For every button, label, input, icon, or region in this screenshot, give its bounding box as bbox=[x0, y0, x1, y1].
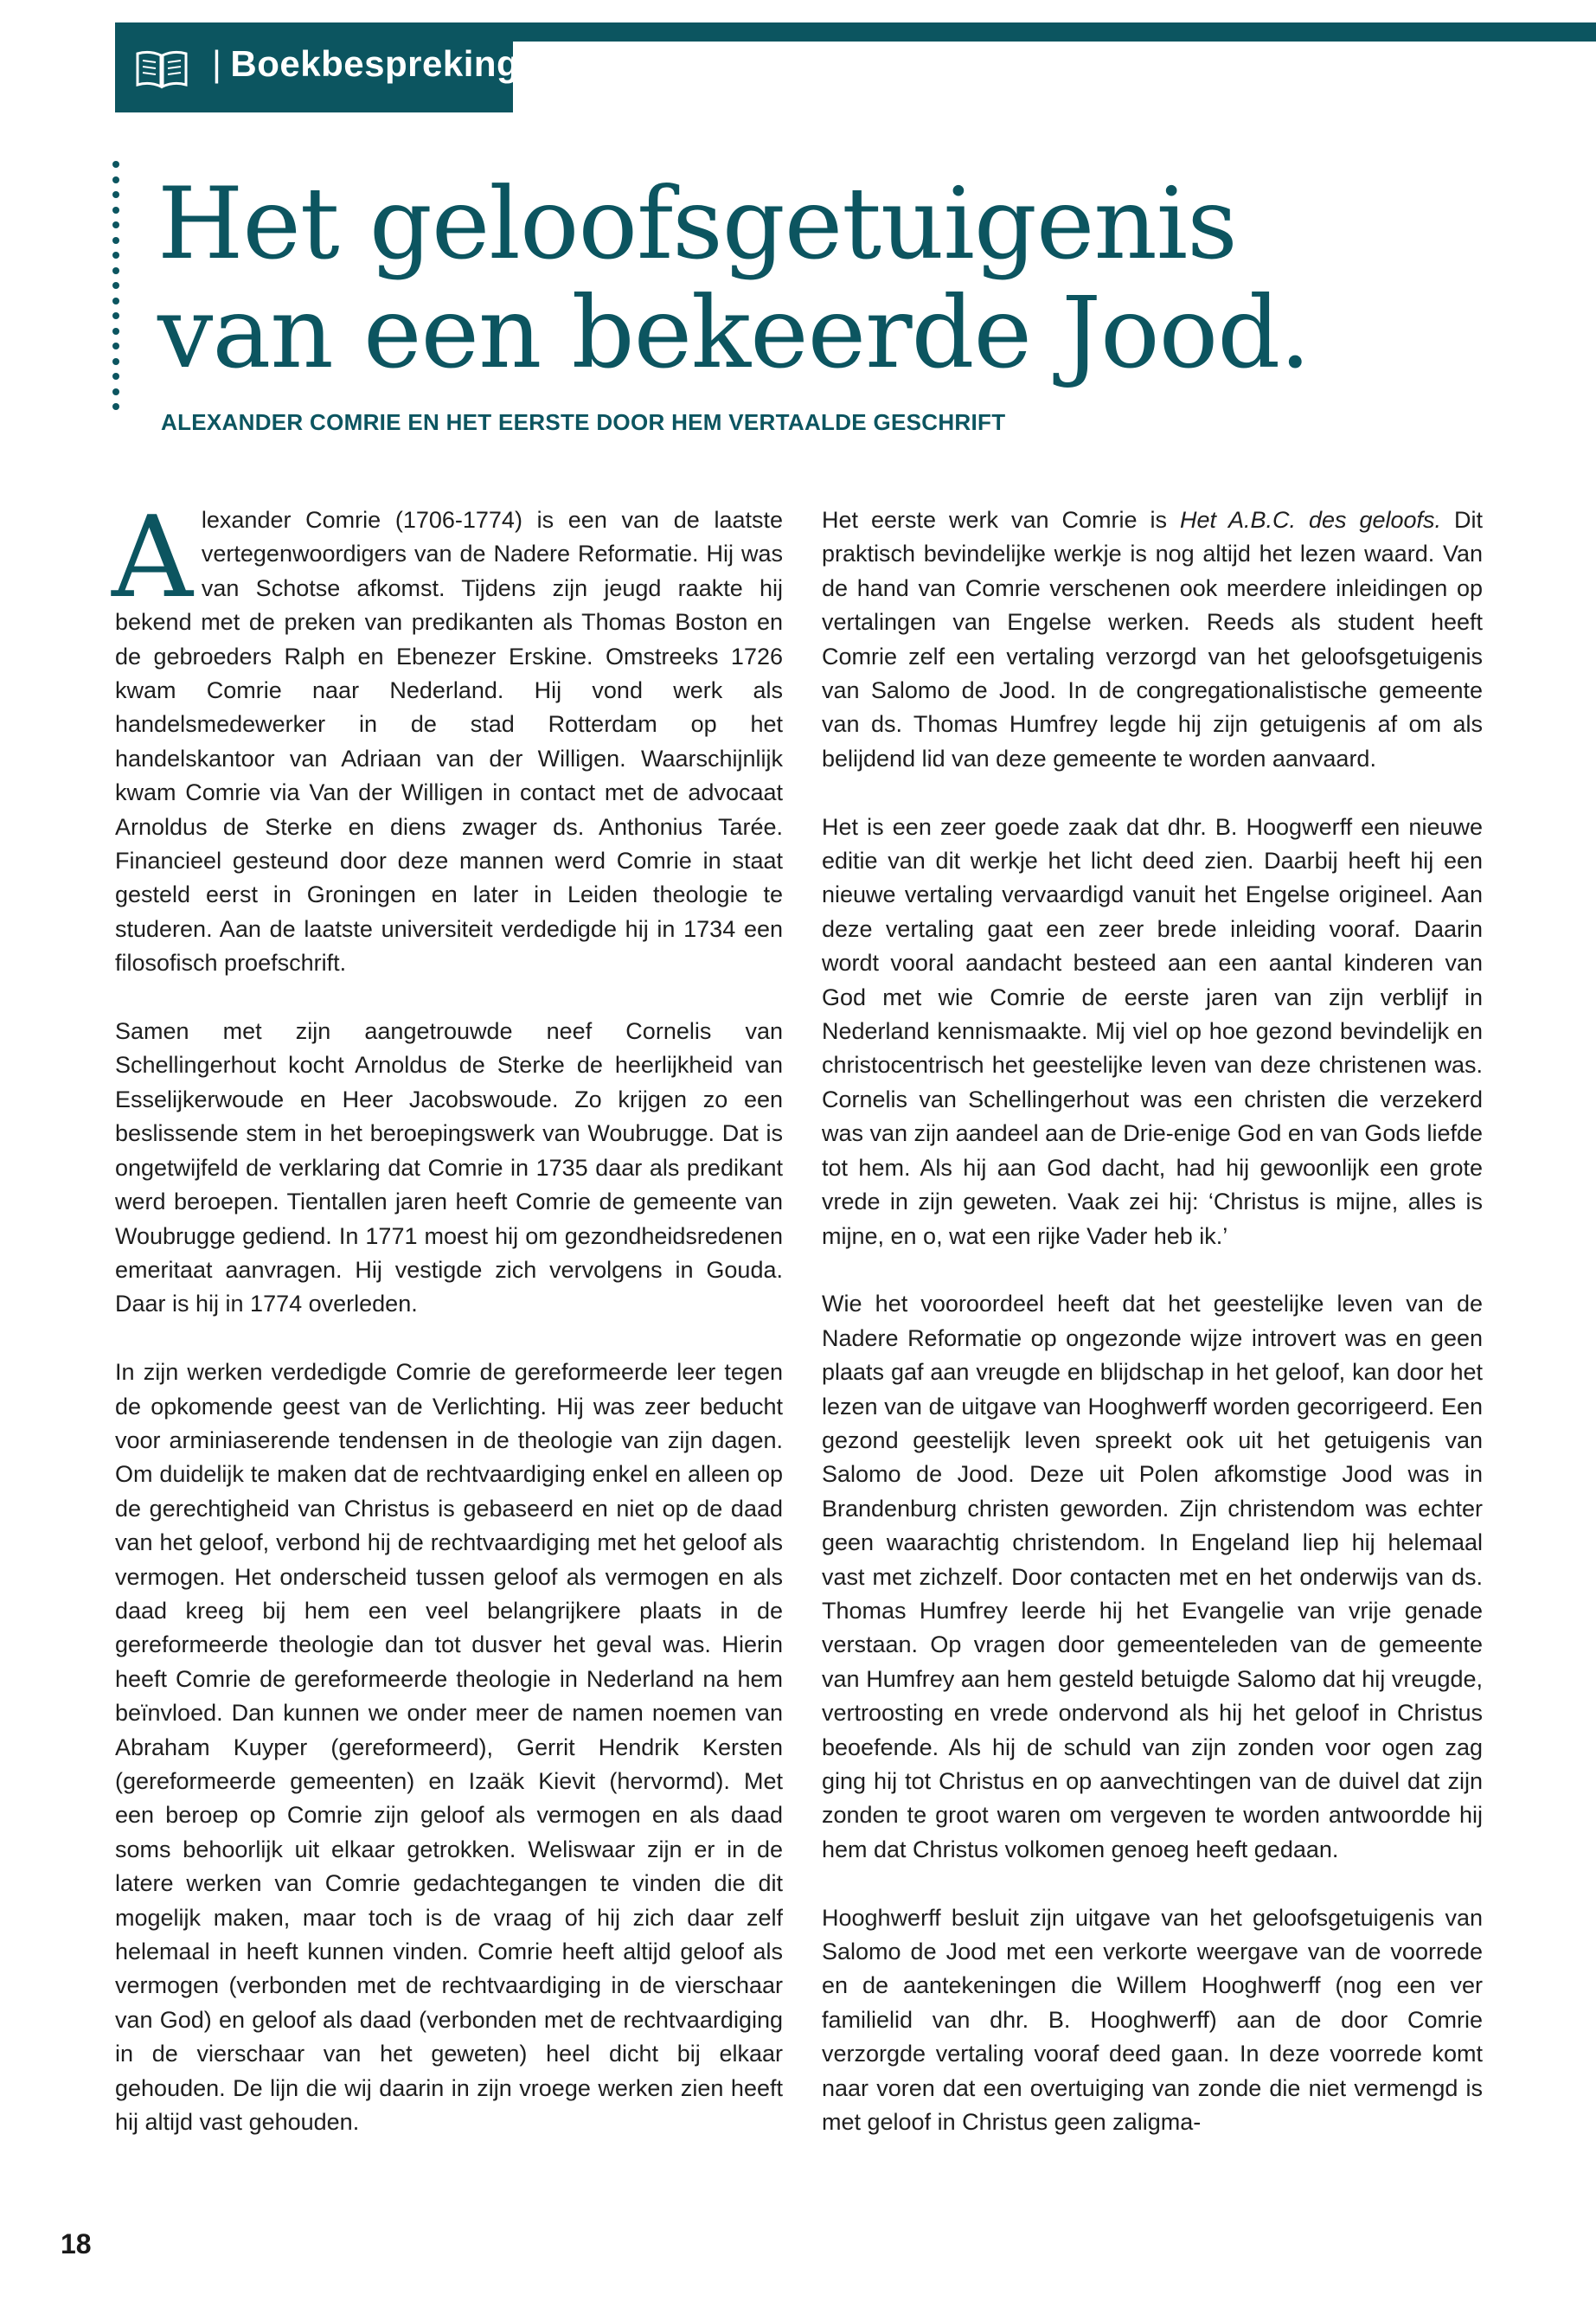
paragraph: Hooghwerff besluit zijn uitgave van het geloofsgetuigenis van Salomo de Jood met een verkorte weergave van de voorrede en de aantekeningen die Willem Hooghwerff (nog een ver familielid van dhr. B. Hooghwerff) aan de door Comrie verzorgde vertaling vooraf deed gaan. In deze voorrede komt naar voren dat een overtuiging van zonde die niet vermengd is met geloof in Christus geen zaligma- bbox=[822, 1904, 1483, 2136]
drop-cap: A bbox=[112, 491, 193, 623]
paragraph bbox=[112, 491, 783, 981]
book-title: Het A.B.C. des geloofs. bbox=[1179, 507, 1442, 533]
article-subtitle: ALEXANDER COMRIE EN HET EERSTE DOOR HEM VERTAALDE GESCHRIFT bbox=[161, 409, 1006, 435]
title-line-1: Het geloofsgetuigenis bbox=[157, 166, 1237, 281]
left-column bbox=[112, 491, 783, 2174]
paragraph: Het is een zeer goede zaak dat dhr. B. Hoogwerff een nieuwe editie van dit werkje het licht deed zien. Daarbij heeft hij een nieuwe vertaling vervaardigd vanuit het Engelse origineel. Aan deze vertaling gaat een zeer brede inleiding vooraf. Daarin wordt vooral aandacht besteed aan een aantal kinderen van God met wie Comrie de eerste jaren van zijn verblijf in Nederland kennismaakte. Mij viel op hoe gezond bevindelijk en christocentrisch het geestelijke leven van deze christenen was. Cornelis van Schellingerhout was een christen die verzekerd was van zijn aandeel aan de Drie-enige God en van Gods liefde tot hem. Als hij aan God dacht, had hij gewoonlijk een grote vrede in zijn geweten. Vaak zei hij: ‘Christus is mijne, alles is mijne, en o, wat een rijke Vader heb ik.’ bbox=[822, 813, 1483, 1249]
section-header-bar bbox=[115, 22, 1596, 112]
paragraph: In zijn werken verdedigde Comrie de gereformeerde leer tegen de opkomende geest van de Verlichting. Hij was zeer beducht voor arminiaserende tendensen in de theologie van zijn dagen. Om duidelijk te maken dat de rechtvaardiging enkel en alleen op de gerechtigheid van Christus is gebaseerd en niet op de daad van het geloof, verbond hij de rechtvaardiging met het geloof als vermogen. Het onderscheid tussen geloof als vermogen en als daad kreeg bij hem een veel belangrijkere plaats in de gereformeerde theologie dan tot dusver het geval was. Hierin heeft Comrie de gereformeerde theologie in Nederland na hem beïnvloed. Dan kunnen we onder meer de namen noemen van Abraham Kuyper (gereformeerd), Gerrit Hendrik Kersten (gereformeerde gemeenten) en Izaäk Kievit (hervormd). Met een beroep op Comrie zijn geloof als vermogen en als daad soms behoorlijk uit elkaar getrokken. Weliswaar zijn er in de latere werken van Comrie gedachtegangen te vinden die dit mogelijk maken, maar toch is de vraag of hij zich daar zelf helemaal in heeft kunnen vinden. Comrie heeft altijd geloof als vermogen (verbonden met de rechtvaardiging in de vierschaar van God) en geloof als daad (verbonden met de rechtvaardiging in de vierschaar van het geweten) heel dicht bij elkaar gehouden. De lijn die wij daarin in zijn vroege werken zien heeft hij altijd vast gehouden. bbox=[115, 1359, 783, 2136]
title-line-2: van een bekeerde Jood. bbox=[157, 275, 1311, 390]
right-column bbox=[822, 503, 1483, 2174]
paragraph: Samen met zijn aangetrouwde neef Cornelis van Schellingerhout kocht Arnoldus de Sterke de heerlijkheid van Esselijkerwoude en Heer Jacobswoude. Zo krijgen zo een beslissende stem in het beroepingswerk van Woubrugge. Dat is ongetwijfeld de verklaring dat Comrie in 1735 daar als predikant werd beroepen. Tientallen jaren heeft Comrie de gemeente van Woubrugge gediend. In 1771 moest hij om gezondheidsredenen emeritaat aanvragen. Hij vestigde zich vervolgens in Gouda. Daar is hij in 1774 overleden. bbox=[115, 1018, 783, 1317]
decorative-dotted-line bbox=[112, 161, 121, 436]
paragraph-text: lexander Comrie (1706-1774) is een van de laatste vertegenwoordigers van de Nadere Reformatie. Hij was van Schotse afkomst. Tijdens zijn jeugd raakte hij bekend met de preken van predikanten als Thomas Boston en de gebroeders Ralph en Ebenezer Erskine. Omstreeks 1726 kwam Comrie naar Nederland. Hij vond werk als handelsmedewerker in de stad Rotterdam op het handelskantoor van Adriaan van der Willigen. Waarschijnlijk kwam Comrie via Van der Willigen in contact met de advocaat Arnoldus de Sterke en diens zwager ds. Anthonius Tarée. Financieel gesteund door deze mannen werd Comrie in staat gesteld eerst in Groningen en later in Leiden theologie te studeren. Aan de laatste universiteit verdedigde hij in 1734 een filosofisch proefschrift. bbox=[115, 507, 783, 977]
paragraph-text: Dit praktisch bevindelijke werkje is nog altijd het lezen waard. Van de hand van Comrie verschenen ook meerdere inleidingen op vertalingen van Engelse werken. Reeds als student heeft Comrie zelf een vertaling verzorgd van het geloofsgetuigenis van Salomo de Jood. In de congregationalistische gemeente van ds. Thomas Humfrey legde hij zijn getuigenis af om als belijdend lid van deze gemeente te worden aanvaard. bbox=[822, 507, 1484, 772]
article-title bbox=[157, 166, 1311, 390]
paragraph: Wie het vooroordeel heeft dat het geestelijke leven van de Nadere Reformatie op ongezonde wijze introvert was en geen plaats gaf aan vreugde en blijdschap in het geloof, kan door het lezen van de uitgave van Hooghwerff worden gecorrigeerd. Een gezond geestelijk leven spreekt ook uit het getuigenis van Salomo de Jood. Deze uit Polen afkomstige Jood was in Brandenburg christen geworden. Zijn christendom was echter geen waarachtig christendom. In Engeland liep hij helemaal vast met zichzelf. Door contacten met en het onderwijs van ds. Thomas Humfrey leerde hij het Evangelie van vrije genade verstaan. Op vragen door gemeenteleden van de gemeente van Humfrey aan hem gesteld betuigde Salomo dat hij vreugde, vertroosting en vrede ondervond als hij het geloof in Christus beoefende. Als hij de schuld van zijn zonden voor ogen zag ging hij tot Christus en op aanvechtingen van de duivel dat zijn zonden te groot waren om vergeven te worden antwoordde hij hem dat Christus volkomen genoeg heeft gedaan. bbox=[822, 1291, 1483, 1862]
header-separator: | bbox=[212, 43, 222, 84]
paragraph bbox=[822, 503, 1483, 776]
section-name: Boekbespreking bbox=[230, 43, 520, 84]
section-label bbox=[212, 43, 519, 85]
page-number: 18 bbox=[61, 2228, 92, 2259]
paragraph-text: Het eerste werk van Comrie is bbox=[822, 507, 1180, 533]
open-book-icon bbox=[134, 47, 189, 92]
